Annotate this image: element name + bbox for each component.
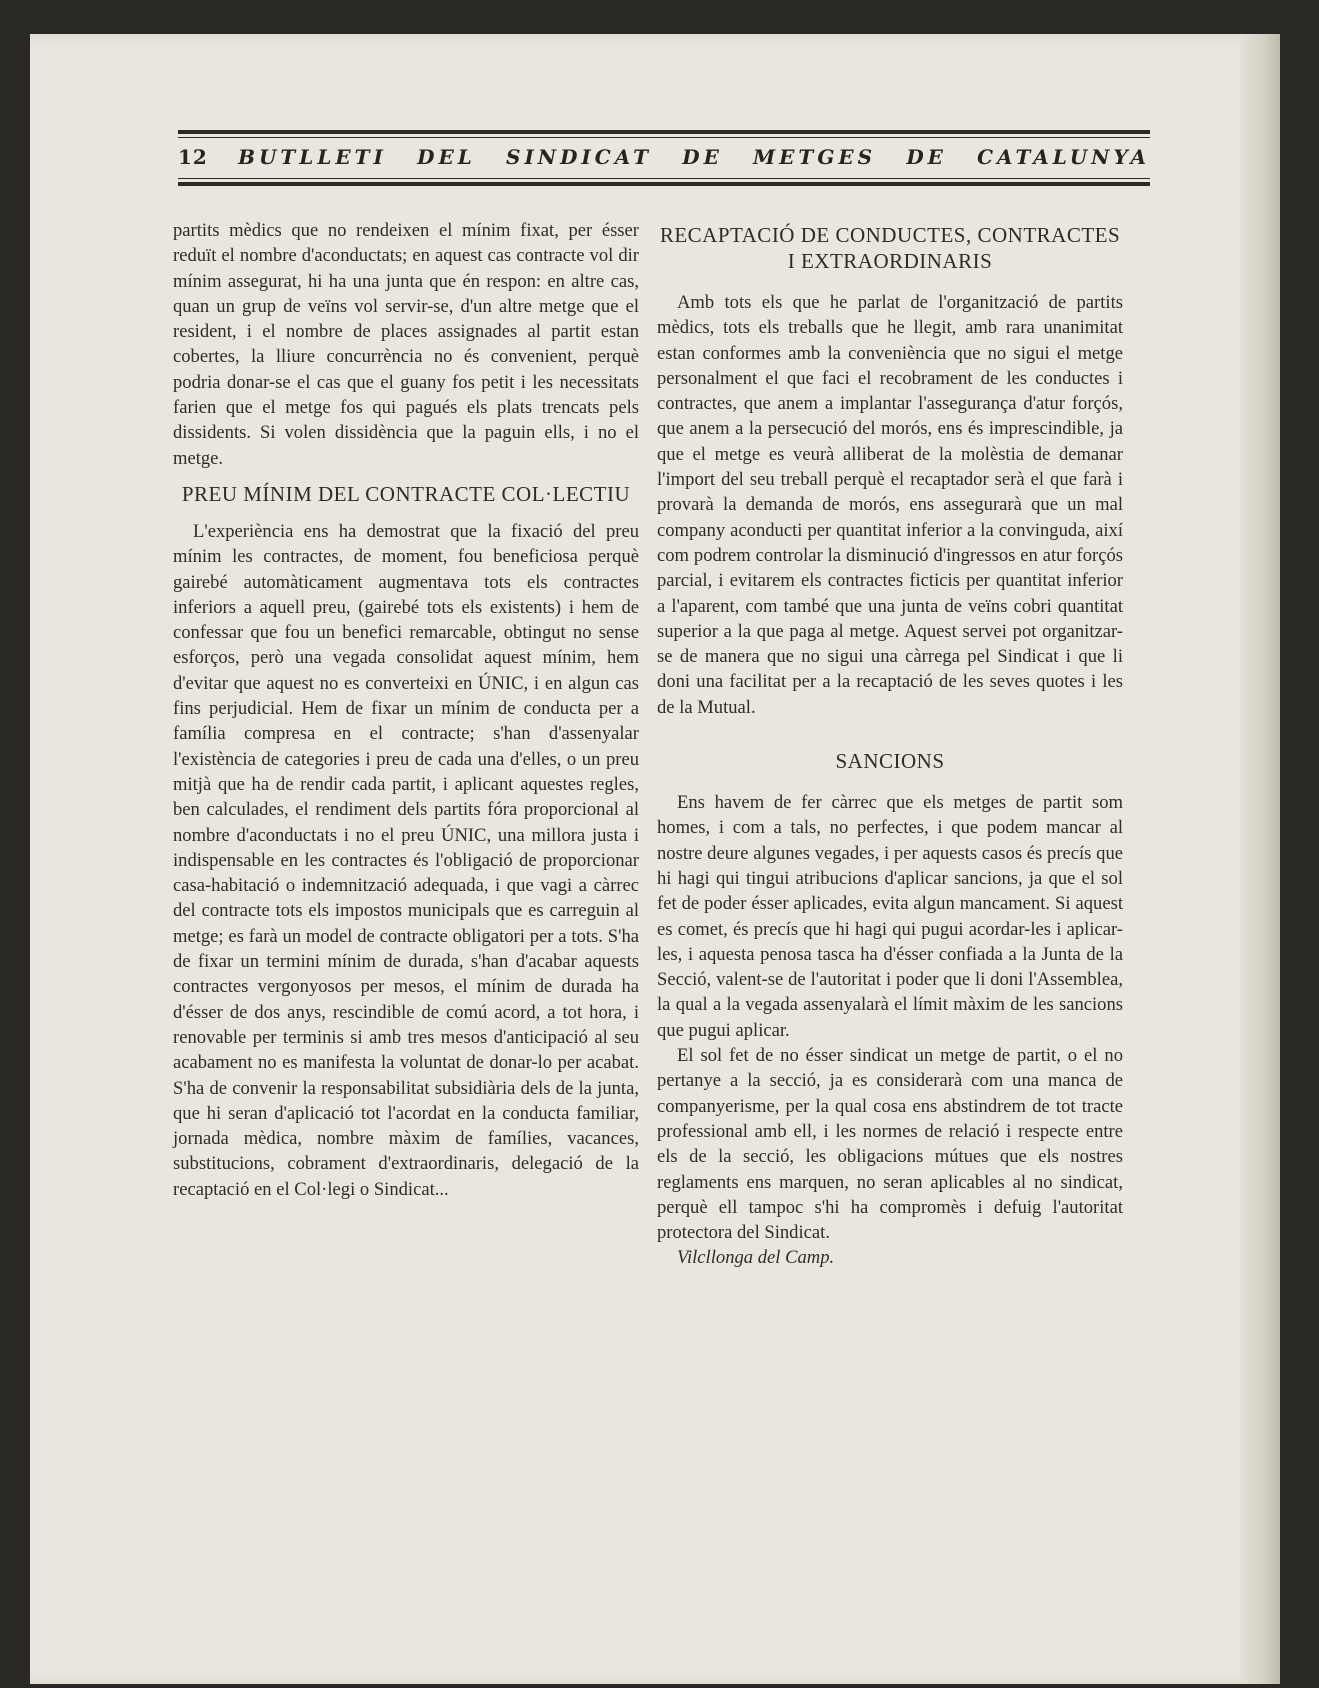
paragraph: partits mèdics que no rendeixen el mínim fixat, per ésser reduït el nombre d'aconductats; en aquest cas contracte vol dir mínim assegurat, hi ha una junta que én respon: en altre cas, quan un grup de veïns vol servir-se, d'un altre metge que el resident, i el nombre de places assignades al partit estan cobertes, la lliure concurrència no és convenient, perquè podria donar-se el cas que el guany fos petit i les necessitats farien que el metge fos qui pagués els plats trencats pels dissidents. Si volen dissidència que la paguin ells, i no el metge. — [173, 220, 639, 469]
running-header — [178, 138, 1150, 176]
paragraph: L'experiència ens ha demostrat que la fixació del preu mínim les contractes, de moment, fou beneficiosa perquè gairebé automàticament augmentava tots els contractes inferiors a aquell preu, (gairebé tots els existents) i hem de confessar que fou un benefici remarcable, obtingut no sense esforços, però una vegada consolidat aquest mínim, hem d'evitar que aquest no es converteixi en ÚNIC, i en algun cas fins perjudicial. Hem de fixar un mínim de conducta per a família compresa en el contracte; s'han d'assenyalar l'existència de categories i preu de cada una d'elles, o un preu mitjà que ha de rendir cada partit, i aplicant aquestes regles, ben calculades, el rendiment dels partits fóra proporcional al nombre d'aconductats i no el preu ÚNIC, una millora justa i indispensable en les contractes és l'obligació de proporcionar casa-habitació o indemnització adequada, i que vagi a càrrec del contracte tots els impostos municipals que es carreguin al metge; es farà un model de contracte obligatori per a tots. S'ha de fixar un termini mínim de durada, s'han d'acabar aquests contractes vergonyosos per mesos, el mínim de durada ha d'ésser de dos anys, rescindible de comú acord, a tot hora, i renovable per terminis si amb tres mesos d'anticipació al seu acabament no es manifesta la voluntat de donar-lo per acabat. S'ha de convenir la responsabilitat subsidiària dels de la junta, que hi seran d'aplicació tot l'acordat en la conducta familiar, jornada mèdica, nombre màxim de famílies, vacances, substitucions, cobrament d'extraordinaris, delegació de la recaptació en el Col·legi o Sindicat... — [173, 520, 639, 1200]
section-heading: RECAPTACIÓ DE CONDUCTES, CONTRACTES I EXTRAORDINARIS — [659, 223, 1121, 273]
page-number: 12 — [178, 145, 208, 169]
header-word: DE — [682, 145, 723, 169]
section-heading: SANCIONS — [835, 749, 945, 774]
paragraph: Ens havem de fer càrrec que els metges de partit som homes, i com a tals, no perfectes, i que podem mancar al nostre deure algunes vegades, i per aquests casos és precís que hi hagi qui tingui atribucions d'aplicar sancions, ja que el sol fet de poder ésser aplicades, evita algun mancament. Si aquest es comet, és precís que hi hagi qui pugui acordar-les i aplicar-les, i aquesta penosa tasca ha d'ésser confiada a la Junta de la Secció, valent-se de l'autoritat i poder que li doni l'Assemblea, la qual a la vegada assenyalarà el límit màxim de les sancions que pugui aplicar. — [657, 792, 1123, 1041]
header-rule-bottom-thin — [178, 178, 1150, 179]
section-heading: PREU MÍNIM DEL CONTRACTE COL·LECTIU — [181, 481, 631, 506]
header-word: DEL — [417, 145, 476, 169]
header-rule-bottom-thick — [178, 182, 1150, 186]
left-column — [173, 218, 639, 1202]
author-signature: Vilcllonga del Camp. — [677, 1247, 835, 1269]
header-word: DE — [906, 145, 947, 169]
page-fold-shadow — [1240, 34, 1280, 1684]
header-word: SINDICAT — [506, 145, 653, 169]
right-column — [657, 218, 1123, 1271]
paragraph: Amb tots els que he parlat de l'organització de partits mèdics, tots els treballs que he llegit, amb rara unanimitat estan conformes amb la conveniència que no sigui el metge personalment el que faci el recobrament de les conductes i contractes, que anem a implantar l'assegurança d'atur forçós, que anem a la persecució del morós, ens és imprescindible, ja que el metge es veurà alliberat de la molèstia de demanar l'import del seu treball perquè el recaptador serà el que farà i provarà la demanda de morós, ens assegurarà que un mal company aconducti per quantitat inferior a la convinguda, així com podrem controlar la disminució d'ingressos en atur forçós parcial, i evitarem els contractes ficticis per quantitat inferior a l'aparent, com també que una junta de veïns cobri quantitat superior a la que paga al metge. Aquest servei pot organitzar-se de manera que no sigui una càrrega pel Sindicat i que li doni una facilitat per a la recaptació de les seves quotes i les de la Mutual. — [657, 292, 1123, 718]
header-rule-top-thick — [178, 130, 1150, 134]
header-word: METGES — [753, 145, 877, 169]
header-word: BUTLLETI — [238, 145, 387, 169]
paragraph: El sol fet de no ésser sindicat un metge de partit, o el no pertanye a la secció, ja es considerarà com una manca de companyerisme, per la qual cosa ens abstindrem de tot tracte professional amb ell, i les normes de relació i respecte entre els de la secció, les obligacions mútues que els nostres reglaments ens marquen, no seran aplicables al no sindicat, perquè ell tampoc s'hi ha compromès i defuig l'autoritat protectora del Sindicat. — [657, 1045, 1123, 1244]
header-word: CATALUNYA — [977, 145, 1150, 169]
